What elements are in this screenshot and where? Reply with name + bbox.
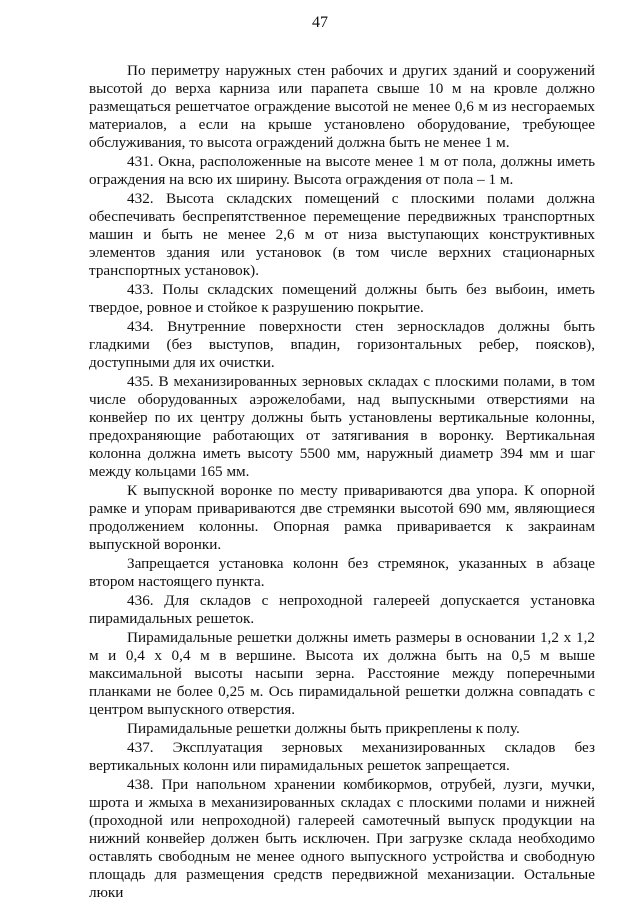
- document-body: [89, 62, 595, 903]
- paragraph-436-dimensions: Пирамидальные решетки должны иметь размеры в основании 1,2 x 1,2 м и 0,4 x 0,4 м в вершине. Высота их должна быть на 0,5 м выше максимальной высоты насыпи зерна. Расстояние между поперечными планками не более 0,25 м. Ось пирамидальной решетки должна совпадать с центром выпускного отверстия.: [89, 629, 595, 718]
- paragraph-432: 432. Высота складских помещений с плоскими полами должна обеспечивать беспрепятственное перемещение передвижных транспортных машин и быть не менее 2,6 м от низа выступающих конструктивных элементов здания или установок (в том числе верхних стационарных транспортных установок).: [89, 190, 595, 279]
- paragraph-438: 438. При напольном хранении комбикормов, отрубей, лузги, мучки, шрота и жмыха в механизированных складах с плоскими полами и нижней (проходной или непроходной) галереей самотечный выпуск продукции на нижний конвейер должен быть исключен. При загрузке склада необходимо оставлять свободным не менее одного выпускного устройства и свободную площадь для размещения средств передвижной механизации. Остальные люки: [89, 776, 595, 901]
- paragraph-436: 436. Для складов с непроходной галереей допускается установка пирамидальных решеток.: [89, 592, 595, 627]
- paragraph-433: 433. Полы складских помещений должны быть без выбоин, иметь твердое, ровное и стойкое к разрушению покрытие.: [89, 281, 595, 316]
- paragraph-431: 431. Окна, расположенные на высоте менее 1 м от пола, должны иметь ограждения на всю их ширину. Высота ограждения от пола – 1 м.: [89, 153, 595, 188]
- page-number: 47: [312, 14, 328, 31]
- paragraph-437: 437. Эксплуатация зерновых механизированных складов без вертикальных колонн или пирамидальных решеток запрещается.: [89, 739, 595, 774]
- paragraph-435-prohibition: Запрещается установка колонн без стремянок, указанных в абзаце втором настоящего пункта.: [89, 555, 595, 590]
- paragraph-435: 435. В механизированных зерновых складах с плоскими полами, в том числе оборудованных аэрожелобами, над выпускными отверстиями на конвейер по их центру должны быть установлены вертикальные колонны, предохраняющие работающих от затягивания в воронку. Вертикальная колонна должна иметь высоту 5500 мм, наружный диаметр 394 мм и шаг между кольцами 165 мм.: [89, 373, 595, 480]
- paragraph-434: 434. Внутренние поверхности стен зерноскладов должны быть гладкими (без выступов, впадин, горизонтальных ребер, поясков), доступными для их очистки.: [89, 318, 595, 371]
- paragraph-435-funnel: К выпускной воронке по месту привариваются два упора. К опорной рамке и упорам привариваются две стремянки высотой 690 мм, являющиеся продолжением колонны. Опорная рамка приваривается к закраинам выпускной воронки.: [89, 482, 595, 553]
- paragraph-perimeter-fencing: По периметру наружных стен рабочих и других зданий и сооружений высотой до верха карниза или парапета свыше 10 м на кровле должно размещаться решетчатое ограждение высотой не менее 0,6 м из несгораемых материалов, а если на крыше установлено оборудование, требующее обслуживания, то высота ограждений должна быть не менее 1 м.: [89, 62, 595, 151]
- paragraph-436-mounting: Пирамидальные решетки должны быть прикреплены к полу.: [127, 720, 520, 737]
